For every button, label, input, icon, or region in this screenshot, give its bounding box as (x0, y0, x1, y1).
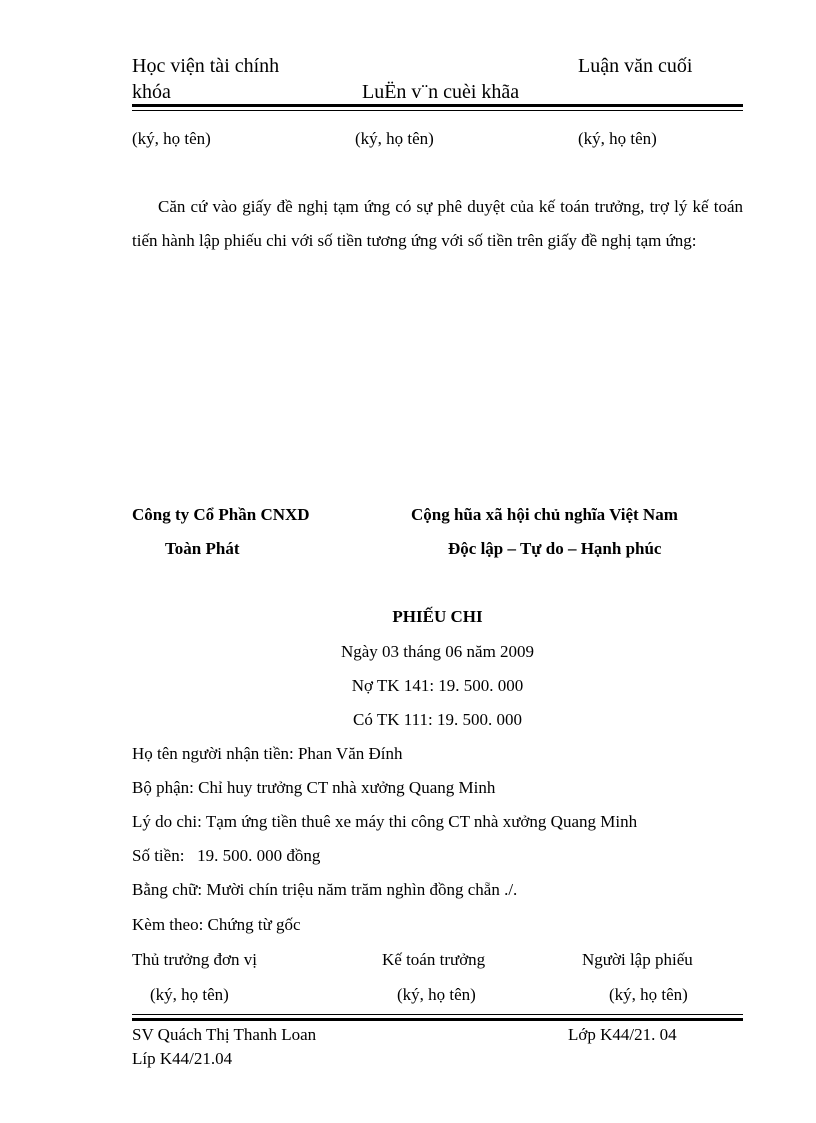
top-signature-note-3: (ký, họ tên) (578, 129, 657, 148)
header-thesis-title: Luận văn cuối (578, 55, 693, 77)
footer-rule-thick (132, 1018, 743, 1021)
header-institution: Học viện tài chính (132, 55, 280, 77)
header-rule-thin (132, 110, 743, 111)
signer-note-chief-accountant: (ký, họ tên) (397, 985, 476, 1004)
nation-motto: Cộng hũa xã hội chủ nghĩa Việt Nam (411, 505, 678, 524)
company-name: Công ty Cổ Phần CNXD (132, 505, 310, 524)
body-paragraph: Căn cứ vào giấy đề nghị tạm ứng có sự phê duyệt của kế toán trưởng, trợ lý kế toán tiến hành lập phiếu chi với số tiền tương ứng với số tiền trên giấy đề nghị tạm ứng: (132, 197, 743, 250)
field-reason: Lý do chi: Tạm ứng tiền thuê xe máy thi công CT nhà xưởng Quang Minh (132, 812, 638, 831)
signer-title-director: Thủ trưởng đơn vị (132, 950, 257, 969)
voucher-debit-account: Nợ TK 141: 19. 500. 000 (351, 676, 524, 695)
nation-slogan: Độc lập – Tự do – Hạnh phúc (448, 539, 662, 558)
footer-class: Lớp K44/21. 04 (568, 1025, 677, 1044)
company-name-line2: Toàn Phát (165, 539, 240, 558)
signer-note-director: (ký, họ tên) (150, 985, 229, 1004)
signer-note-preparer: (ký, họ tên) (609, 985, 688, 1004)
field-amount: Số tiền: 19. 500. 000 đồng (132, 846, 321, 865)
voucher-credit-account: Có TK 111: 19. 500. 000 (353, 710, 522, 729)
field-attachment: Kèm theo: Chứng từ gốc (132, 915, 301, 934)
footer-rule-thin (132, 1014, 743, 1015)
signer-title-preparer: Người lập phiếu (582, 950, 693, 969)
footer-student-name: SV Quách Thị Thanh Loan (132, 1025, 317, 1044)
signer-title-chief-accountant: Kế toán trưởng (382, 950, 486, 969)
voucher-title: PHIẾU CHI (392, 607, 483, 626)
field-recipient: Họ tên người nhận tiền: Phan Văn Đính (132, 744, 403, 763)
top-signature-note-2: (ký, họ tên) (355, 129, 434, 148)
header-rule-thick (132, 104, 743, 107)
footer-class-legacy: Líp K44/21.04 (132, 1049, 233, 1068)
voucher-date: Ngày 03 tháng 06 năm 2009 (340, 642, 535, 661)
header-running-title: LuËn v¨n cuèi khãa (362, 81, 520, 103)
header-course: khóa (132, 81, 171, 103)
field-department: Bộ phận: Chỉ huy trưởng CT nhà xưởng Quang Minh (132, 778, 496, 797)
top-signature-note-1: (ký, họ tên) (132, 129, 211, 148)
field-amount-in-words: Bằng chữ: Mười chín triệu năm trăm nghìn đồng chẵn ./. (132, 880, 518, 899)
